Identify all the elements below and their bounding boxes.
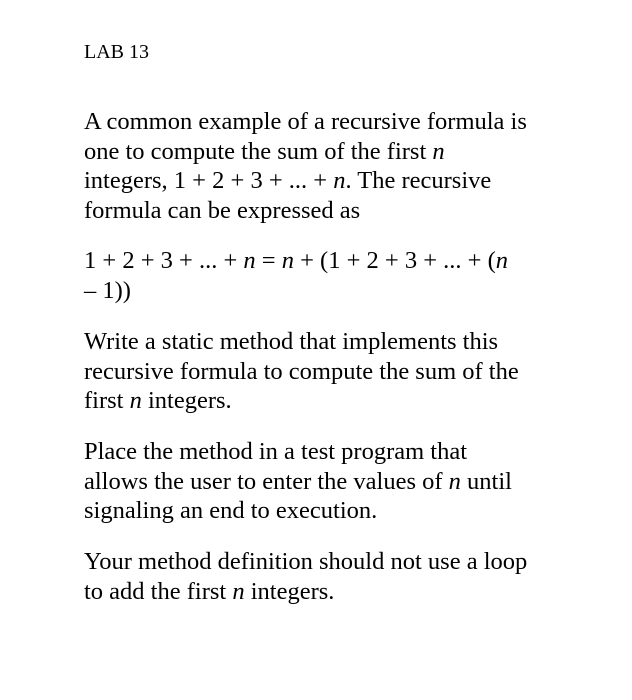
text-run: integers, 1 + 2 + 3 + ... + — [84, 167, 334, 194]
text-run: first — [84, 387, 130, 414]
text-run: recursive formula to compute the sum of the — [84, 357, 519, 385]
variable-n: n — [129, 387, 142, 414]
variable-n: n — [281, 247, 294, 274]
text-run: formula can be expressed as — [84, 196, 361, 224]
text-run: – 1)) — [84, 276, 131, 304]
text-line — [84, 467, 554, 497]
text-run: signaling an end to execution. — [84, 497, 378, 524]
variable-n: n — [232, 577, 245, 605]
text-line — [84, 166, 554, 196]
text-line — [84, 386, 554, 416]
text-line — [84, 246, 554, 276]
intro-paragraph — [84, 107, 554, 225]
text-run: + (1 + 2 + 3 + ... + ( — [293, 247, 496, 274]
text-line — [84, 327, 554, 357]
text-run: . The recursive — [345, 167, 492, 194]
test-program-paragraph — [84, 437, 554, 526]
variable-n: n — [432, 137, 445, 165]
text-run: integers. — [244, 577, 335, 605]
text-line — [84, 547, 554, 577]
text-line — [84, 137, 554, 167]
text-run: A common example of a recursive formula is — [84, 108, 527, 135]
text-run: Write a static method that implements this — [84, 328, 499, 355]
text-run: 1 + 2 + 3 + ... + — [84, 247, 244, 274]
text-run: integers. — [141, 387, 232, 414]
method-instruction-paragraph — [84, 327, 554, 416]
variable-n: n — [448, 467, 461, 495]
no-loop-paragraph — [84, 547, 554, 606]
lab-title: LAB 13 — [84, 41, 149, 63]
text-line — [84, 357, 554, 387]
text-run: Your method definition should not use a loop — [84, 548, 528, 575]
text-line — [84, 276, 554, 306]
text-run: one to compute the sum of the first — [84, 137, 433, 165]
text-run: = — [255, 247, 282, 274]
variable-n: n — [495, 247, 509, 274]
text-line — [84, 496, 554, 526]
text-run: Place the method in a test program that — [84, 438, 468, 465]
text-line — [84, 107, 554, 137]
text-line — [84, 437, 554, 467]
text-run: until — [460, 467, 512, 495]
text-run: allows the user to enter the values of — [84, 467, 449, 495]
text-line — [84, 196, 554, 226]
variable-n: n — [333, 167, 346, 194]
formula-paragraph — [84, 246, 554, 305]
variable-n: n — [243, 247, 256, 274]
text-line — [84, 577, 554, 607]
text-run: to add the first — [84, 577, 233, 605]
